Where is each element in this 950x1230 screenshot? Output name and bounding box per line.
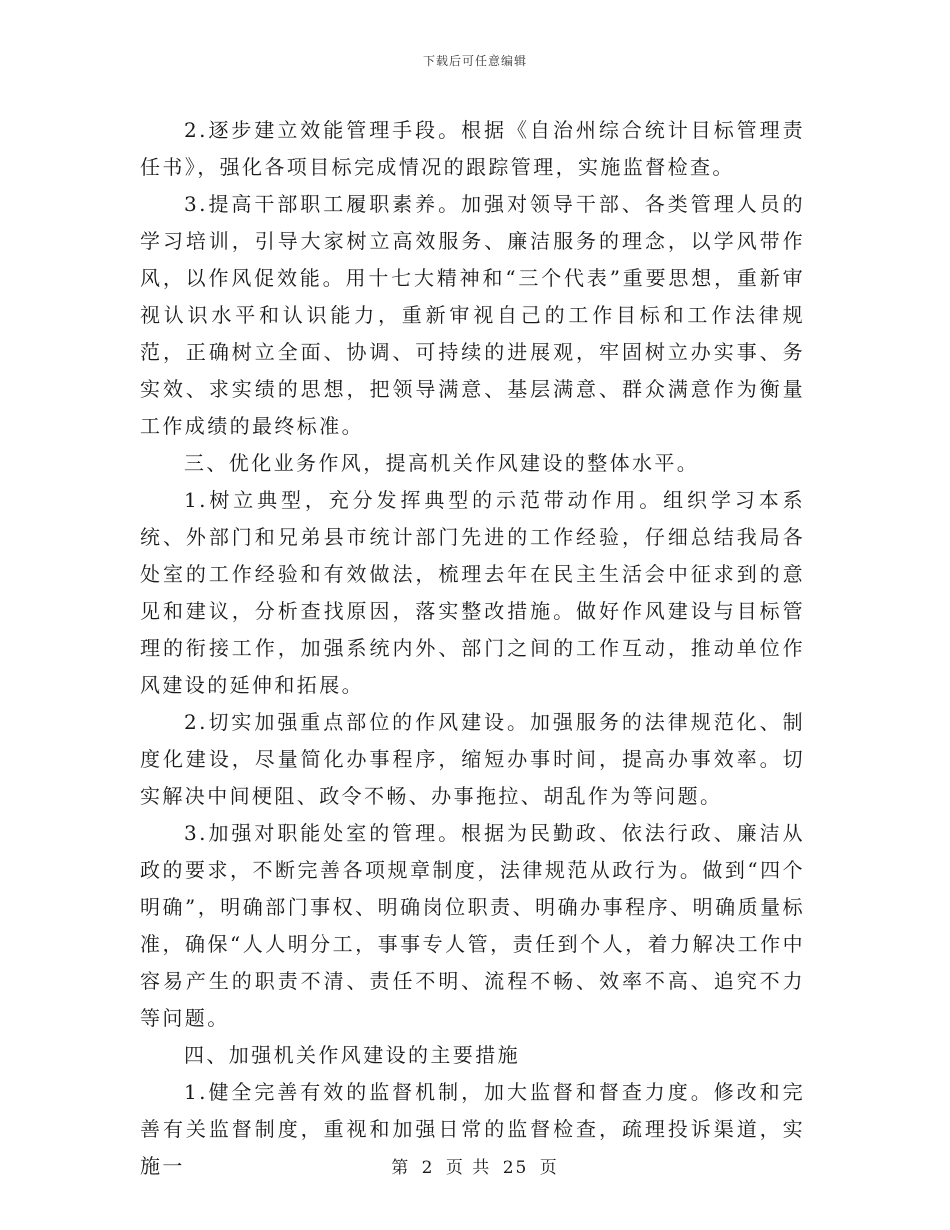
current-page-number: 2 <box>421 1158 435 1178</box>
section-heading: 四、加强机关作风建设的主要措施 <box>184 1043 520 1067</box>
paragraph: 2.切实加强重点部位的作风建设。加强服务的法律规范化、制度化建设，尽量简化办事程序，缩短办事时间，提高办事效率。切实解决中间梗阻、政令不畅、办事拖拉、胡乱作为等问题。 <box>140 710 805 808</box>
section-heading: 三、优化业务作风，提高机关作风建设的整体水平。 <box>184 451 700 475</box>
total-pages-number: 25 <box>502 1158 529 1178</box>
document-body <box>140 112 805 1185</box>
paragraph: 1.树立典型，充分发挥典型的示范带动作用。组织学习本系统、外部门和兄弟县市统计部门先进的工作经验，仔细总结我局各处室的工作经验和有效做法，梳理去年在民主生活会中征求到的意见和建议，分析查找原因，落实整改措施。做好作风建设与目标管理的衔接工作，加强系统内外、部门之间的工作互动，推动单位作风建设的延伸和拓展。 <box>140 488 805 697</box>
footer-suffix: 页 <box>539 1158 559 1178</box>
paragraph: 1.健全完善有效的监督机制，加大监督和督查力度。修改和完善有关监督制度，重视和加强日常的监督检查，疏理投诉渠道，实施一 <box>140 1080 805 1178</box>
paragraph: 3.加强对职能处室的管理。根据为民勤政、依法行政、廉洁从政的要求，不断完善各项规章制度，法律规范从政行为。做到“四个明确”，明确部门事权、明确岗位职责、明确办事程序、明确质量标准，确保“人人明分工，事事专人管，责任到个人，着力解决工作中容易产生的职责不清、责任不明、流程不畅、效率不高、追究不力等问题。 <box>140 821 805 1030</box>
page-header-note: 下载后可任意编辑 <box>422 54 527 68</box>
paragraph: 2.逐步建立效能管理手段。根据《自治州综合统计目标管理责任书》，强化各项目标完成情况的跟踪管理，实施监督检查。 <box>140 118 805 179</box>
footer-prefix: 第 <box>391 1158 411 1178</box>
paragraph: 3.提高干部职工履职素养。加强对领导干部、各类管理人员的学习培训，引导大家树立高效服务、廉洁服务的理念，以学风带作风，以作风促效能。用十七大精神和“三个代表”重要思想，重新审视认识水平和认识能力，重新审视自己的工作目标和工作法律规范，正确树立全面、协调、可持续的进展观，牢固树立办实事、务实效、求实绩的思想，把领导满意、基层满意、群众满意作为衡量工作成绩的最终标准。 <box>140 192 805 438</box>
footer-middle: 页 共 <box>445 1158 492 1178</box>
page-footer <box>0 1153 950 1178</box>
